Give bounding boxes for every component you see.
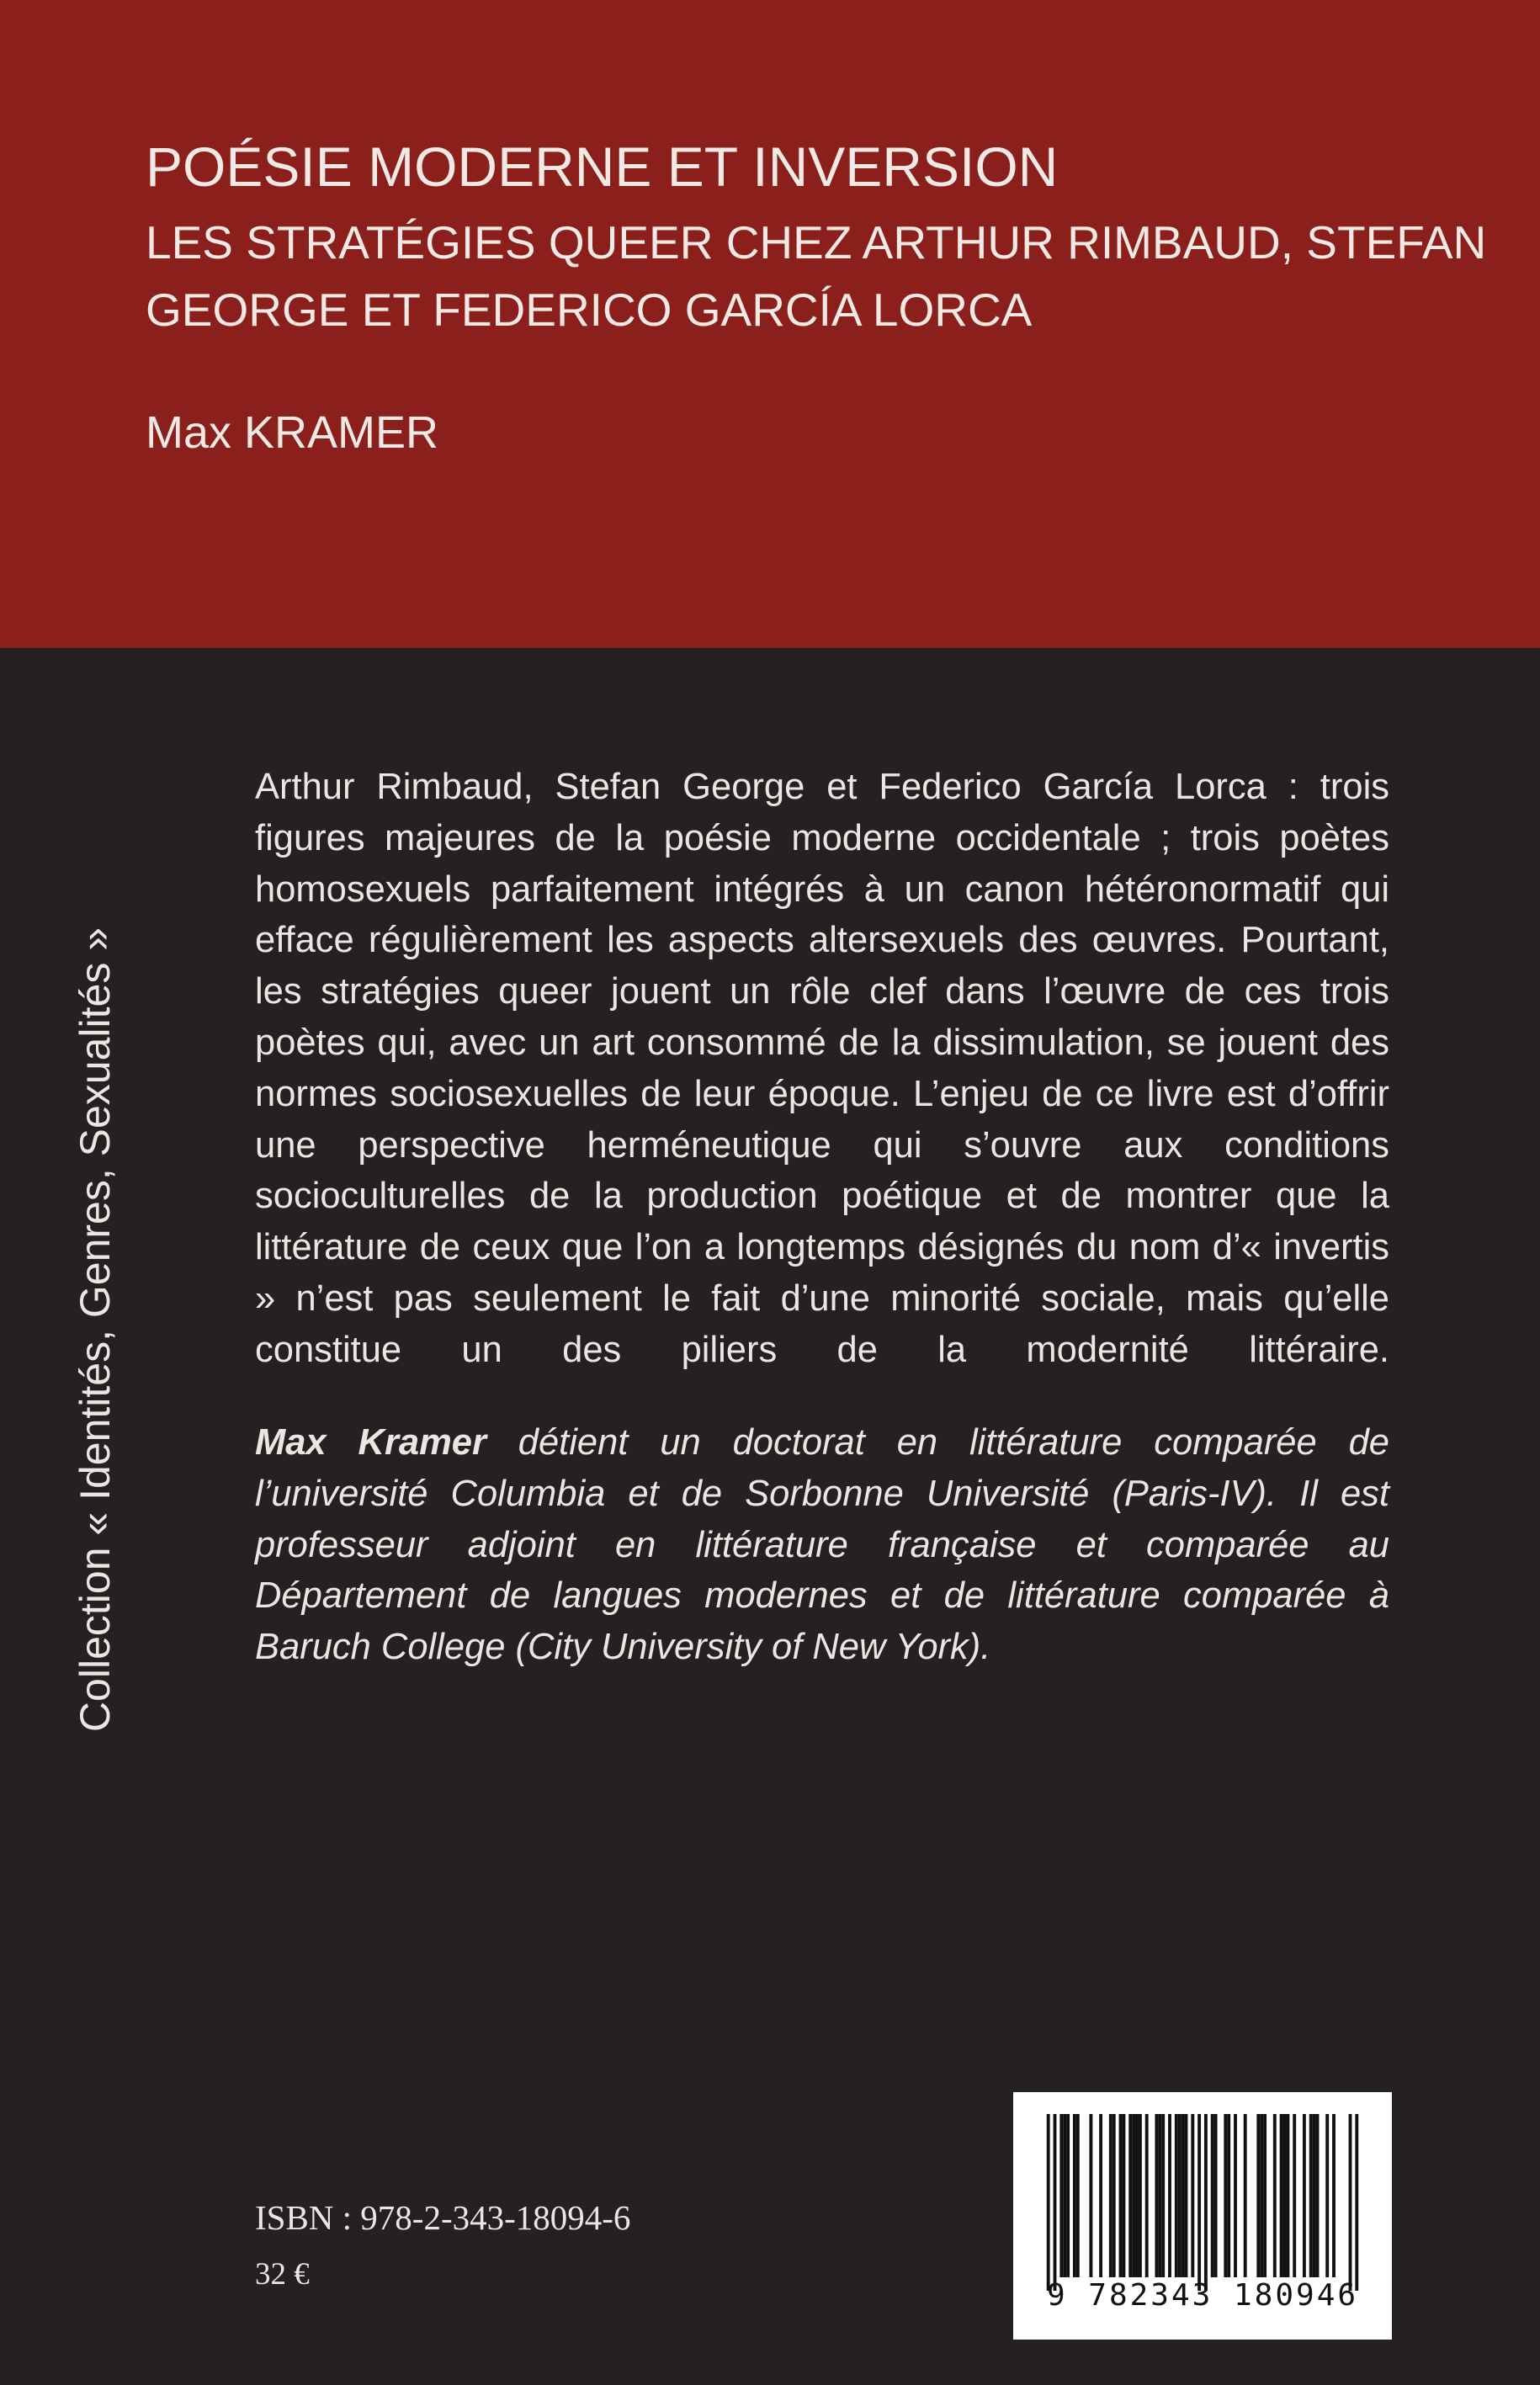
author-bio-name: Max Kramer [255, 1422, 486, 1463]
book-description: Arthur Rimbaud, Stefan George et Federico García Lorca : trois figures majeures de la poésie moderne occidentale ; trois poètes homosexuels parfaitement intégrés à un canon hétéronormatif qui efface régulièrement les aspects altersexuels des œuvres. Pourtant, les stratégies queer jouent un rôle clef dans l’œuvre de ces trois poètes qui, avec un art consommé de la dissimulation, se jouent des normes sociosexuelles de leur époque. L’enjeu de ce livre est d’offrir une perspective herméneutique qui s’ouvre aux conditions socioculturelles de la production poétique et de montrer que la littérature de ceux que l’on a longtemps désignés du nom d’« invertis » n’est pas seulement le fait d’une minorité sociale, mais qu’elle constitue un des piliers de la modernité littéraire. [255, 767, 1389, 1370]
barcode-bar [1197, 2114, 1201, 2291]
barcode-bar [1158, 2114, 1161, 2277]
price-label: 32 € [255, 2257, 310, 2292]
barcode-bar [1316, 2114, 1320, 2277]
barcode [1013, 2092, 1392, 2340]
barcode-bar [1168, 2114, 1171, 2277]
barcode-bar [1178, 2114, 1182, 2277]
barcode-bar [1122, 2114, 1125, 2277]
barcode-bar [1089, 2114, 1092, 2277]
barcode-bar [1128, 2114, 1132, 2277]
barcode-bar [1280, 2114, 1283, 2277]
barcode-bar [1145, 2114, 1149, 2277]
barcode-bar [1073, 2114, 1076, 2277]
barcode-bar [1139, 2114, 1142, 2277]
author-bio-text: détient un doctorat en littérature comparée de l’université Columbia et de Sorbonne Université (Paris-IV). Il est professeur adjoint en littérature française et comparée au Département de langues modernes et de littérature comparée à Baruch College (City University of New York). [255, 1422, 1389, 1668]
barcode-digits: 9 782343 180946 [1046, 2278, 1359, 2313]
barcode-bar [1256, 2114, 1260, 2277]
barcode-bar [1260, 2114, 1263, 2277]
title-band [0, 0, 1540, 648]
barcode-bar [1273, 2114, 1277, 2277]
barcode-bar [1309, 2114, 1313, 2277]
barcode-bar [1211, 2114, 1214, 2277]
barcode-bar [1059, 2114, 1063, 2277]
barcode-bar [1263, 2114, 1267, 2277]
barcode-bar [1185, 2114, 1188, 2277]
isbn-label: ISBN : 978-2-343-18094-6 [255, 2198, 631, 2237]
barcode-bar [1191, 2114, 1194, 2277]
barcode-bar [1063, 2114, 1066, 2277]
barcode-bar [1182, 2114, 1185, 2277]
barcode-bar [1113, 2114, 1116, 2277]
book-author: Max KRAMER [146, 407, 439, 458]
collection-label: Collection « Identités, Genres, Sexualités » [72, 927, 119, 1733]
barcode-bar [1204, 2114, 1208, 2291]
barcode-bar [1066, 2114, 1070, 2277]
barcode-bar [1214, 2114, 1218, 2277]
barcode-bar [1054, 2114, 1057, 2291]
barcode-bar [1286, 2114, 1289, 2277]
barcode-bar [1244, 2114, 1247, 2277]
barcode-bar [1161, 2114, 1165, 2277]
barcode-bar [1227, 2114, 1230, 2277]
barcode-bar [1155, 2114, 1158, 2277]
barcode-bar [1355, 2114, 1358, 2291]
barcode-bar [1332, 2114, 1336, 2277]
barcode-bar [1224, 2114, 1227, 2277]
barcode-bar [1293, 2114, 1296, 2277]
barcode-bar [1283, 2114, 1287, 2277]
barcode-bar [1047, 2114, 1050, 2291]
author-bio [255, 1417, 1389, 1673]
barcode-bar [1303, 2114, 1306, 2277]
barcode-bar [1119, 2114, 1123, 2277]
barcode-bar [1099, 2114, 1102, 2277]
barcode-bar [1349, 2114, 1352, 2291]
book-title: POÉSIE MODERNE ET INVERSION [146, 135, 1059, 198]
barcode-bar [1325, 2114, 1329, 2277]
barcode-bar [1109, 2114, 1113, 2277]
barcode-bar [1135, 2114, 1139, 2277]
barcode-bar [1175, 2114, 1178, 2277]
barcode-bar [1313, 2114, 1316, 2277]
barcode-bar [1234, 2114, 1237, 2277]
book-subtitle: LES STRATÉGIES QUEER CHEZ ARTHUR RIMBAUD, STEFAN GEORGE ET FEDERICO GARCÍA LORCA [146, 216, 1487, 336]
barcode-bar [1132, 2114, 1135, 2277]
barcode-bar [1076, 2114, 1080, 2277]
